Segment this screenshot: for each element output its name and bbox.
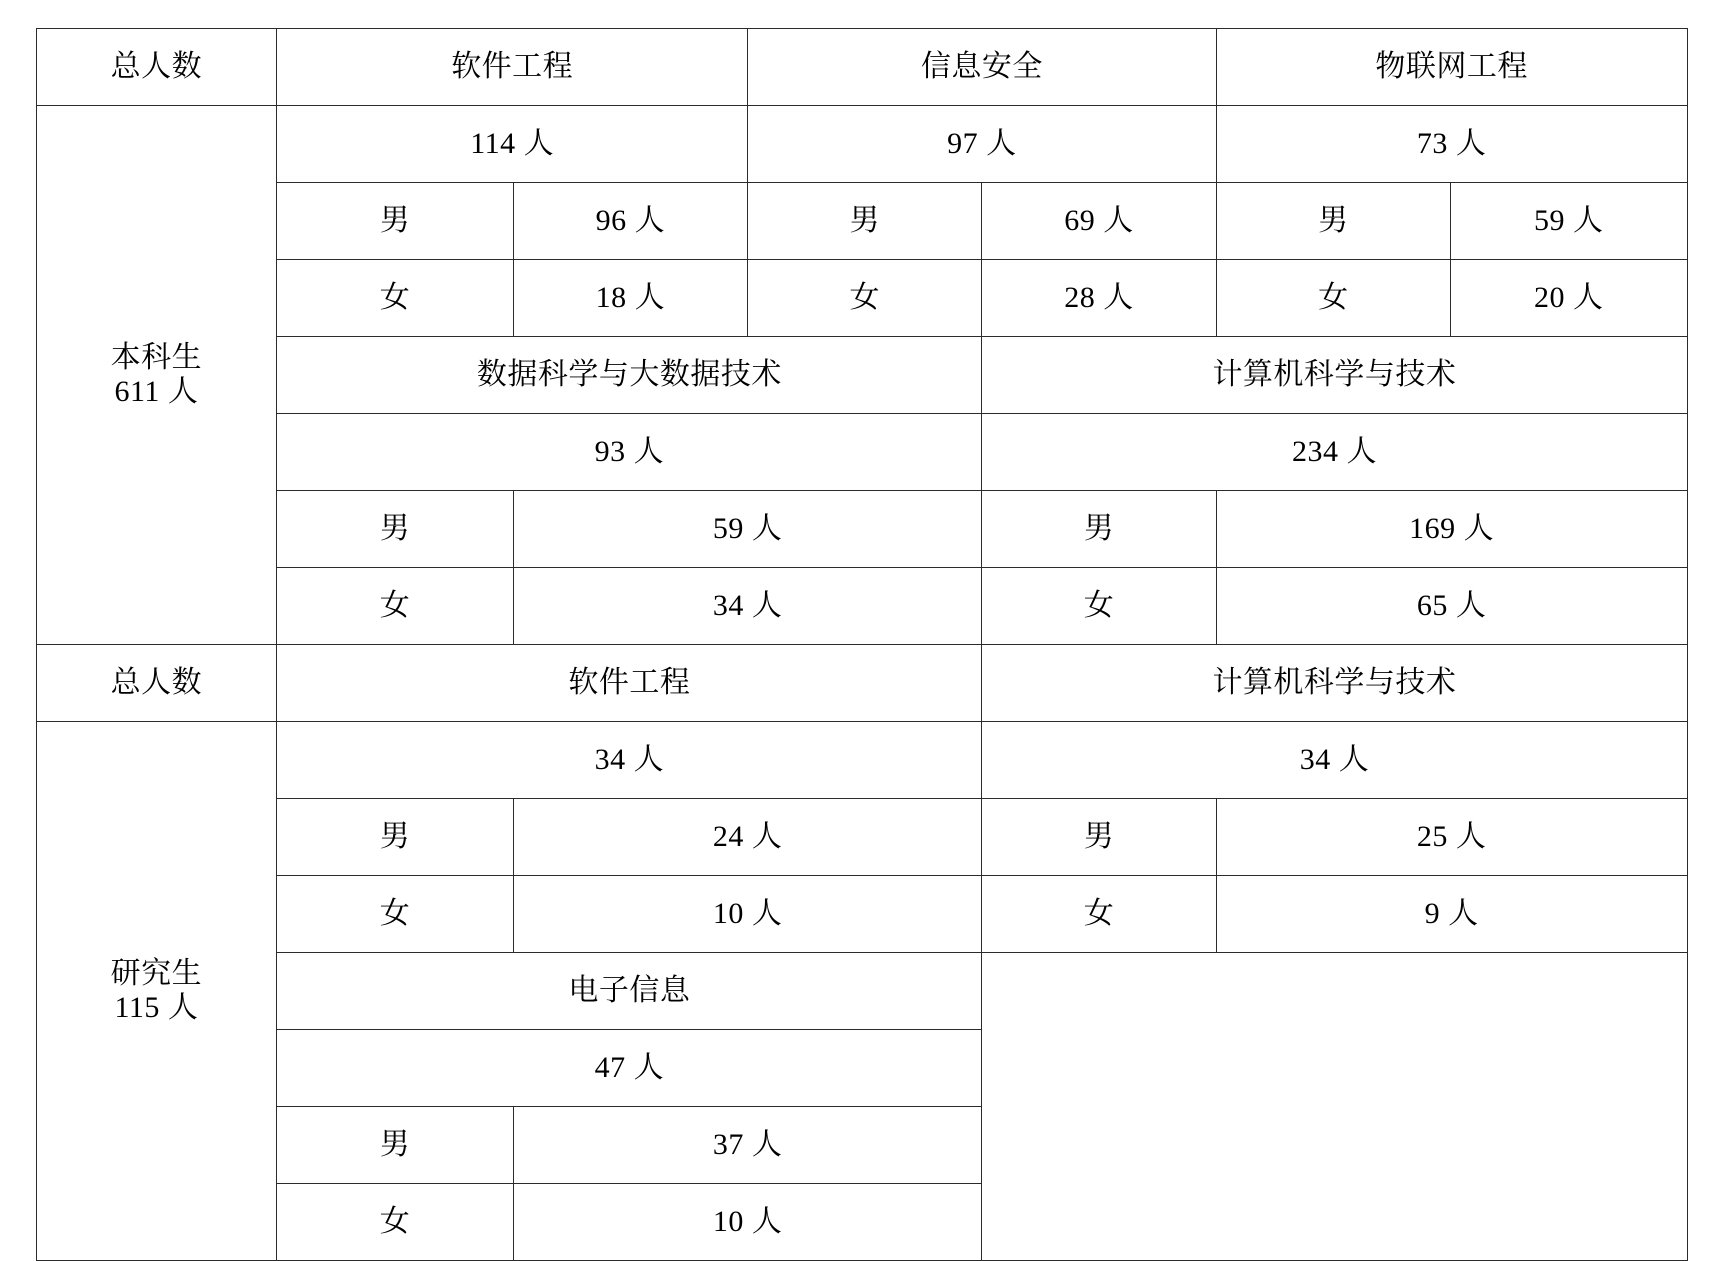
undergrad-female-count-1: 18 人 <box>513 260 747 337</box>
grad-female-label-1: 女 <box>277 876 513 953</box>
grad-female-label-3: 女 <box>277 1184 513 1261</box>
grad-major-2: 计算机科学与技术 <box>982 645 1687 722</box>
grad-major-1: 软件工程 <box>277 645 982 722</box>
table-row <box>36 876 1687 953</box>
grad-female-count-1: 10 人 <box>513 876 982 953</box>
grad-female-count-3: 10 人 <box>513 1184 982 1261</box>
undergrad-female-count-5: 65 人 <box>1216 568 1687 645</box>
student-statistics-table <box>36 28 1688 1261</box>
grad-male-count-3: 37 人 <box>513 1107 982 1184</box>
undergrad-male-count-2: 69 人 <box>982 183 1216 260</box>
table-row <box>36 337 1687 414</box>
grad-group-label-line1: 研究生 <box>110 956 203 990</box>
table-row <box>36 491 1687 568</box>
grad-total-header: 总人数 <box>36 645 277 722</box>
undergrad-female-count-4: 34 人 <box>513 568 982 645</box>
undergrad-major-2: 信息安全 <box>748 29 1217 106</box>
grad-group-label-line2: 115 人 <box>114 991 199 1024</box>
undergrad-major-5: 计算机科学与技术 <box>982 337 1687 414</box>
table-row <box>36 29 1687 106</box>
undergrad-male-label-3: 男 <box>1216 183 1450 260</box>
table-row <box>36 799 1687 876</box>
table-row <box>36 645 1687 722</box>
grad-female-count-2: 9 人 <box>1216 876 1687 953</box>
undergrad-male-label-5: 男 <box>982 491 1216 568</box>
undergrad-major-4: 数据科学与大数据技术 <box>277 337 982 414</box>
undergrad-total-header: 总人数 <box>36 29 277 106</box>
undergrad-group-label-line1: 本科生 <box>110 340 203 374</box>
undergrad-male-count-5: 169 人 <box>1216 491 1687 568</box>
undergrad-female-count-3: 20 人 <box>1450 260 1687 337</box>
table-row <box>36 722 1687 799</box>
undergrad-count-1: 114 人 <box>277 106 748 183</box>
table-row <box>36 953 1687 1030</box>
table-row <box>36 106 1687 183</box>
table-row <box>36 568 1687 645</box>
undergrad-count-4: 93 人 <box>277 414 982 491</box>
undergrad-female-label-4: 女 <box>277 568 513 645</box>
undergrad-female-label-5: 女 <box>982 568 1216 645</box>
empty-cell <box>982 953 1687 1261</box>
undergrad-female-count-2: 28 人 <box>982 260 1216 337</box>
grad-count-2: 34 人 <box>982 722 1687 799</box>
undergrad-female-label-1: 女 <box>277 260 513 337</box>
grad-major-3: 电子信息 <box>277 953 982 1030</box>
grad-count-1: 34 人 <box>277 722 982 799</box>
table-row <box>36 414 1687 491</box>
undergrad-male-label-1: 男 <box>277 183 513 260</box>
undergrad-group-label <box>36 106 277 645</box>
table-row <box>36 260 1687 337</box>
undergrad-count-3: 73 人 <box>1216 106 1687 183</box>
table-row <box>36 183 1687 260</box>
grad-group-label <box>36 722 277 1261</box>
grad-male-label-3: 男 <box>277 1107 513 1184</box>
undergrad-male-count-3: 59 人 <box>1450 183 1687 260</box>
undergrad-major-1: 软件工程 <box>277 29 748 106</box>
grad-count-3: 47 人 <box>277 1030 982 1107</box>
undergrad-male-label-4: 男 <box>277 491 513 568</box>
undergrad-major-3: 物联网工程 <box>1216 29 1687 106</box>
grad-female-label-2: 女 <box>982 876 1216 953</box>
undergrad-male-label-2: 男 <box>748 183 982 260</box>
grad-male-count-1: 24 人 <box>513 799 982 876</box>
grad-male-label-2: 男 <box>982 799 1216 876</box>
grad-male-count-2: 25 人 <box>1216 799 1687 876</box>
undergrad-count-5: 234 人 <box>982 414 1687 491</box>
undergrad-female-label-3: 女 <box>1216 260 1450 337</box>
undergrad-female-label-2: 女 <box>748 260 982 337</box>
grad-male-label-1: 男 <box>277 799 513 876</box>
undergrad-male-count-4: 59 人 <box>513 491 982 568</box>
undergrad-group-label-line2: 611 人 <box>114 375 199 408</box>
undergrad-male-count-1: 96 人 <box>513 183 747 260</box>
undergrad-count-2: 97 人 <box>748 106 1217 183</box>
